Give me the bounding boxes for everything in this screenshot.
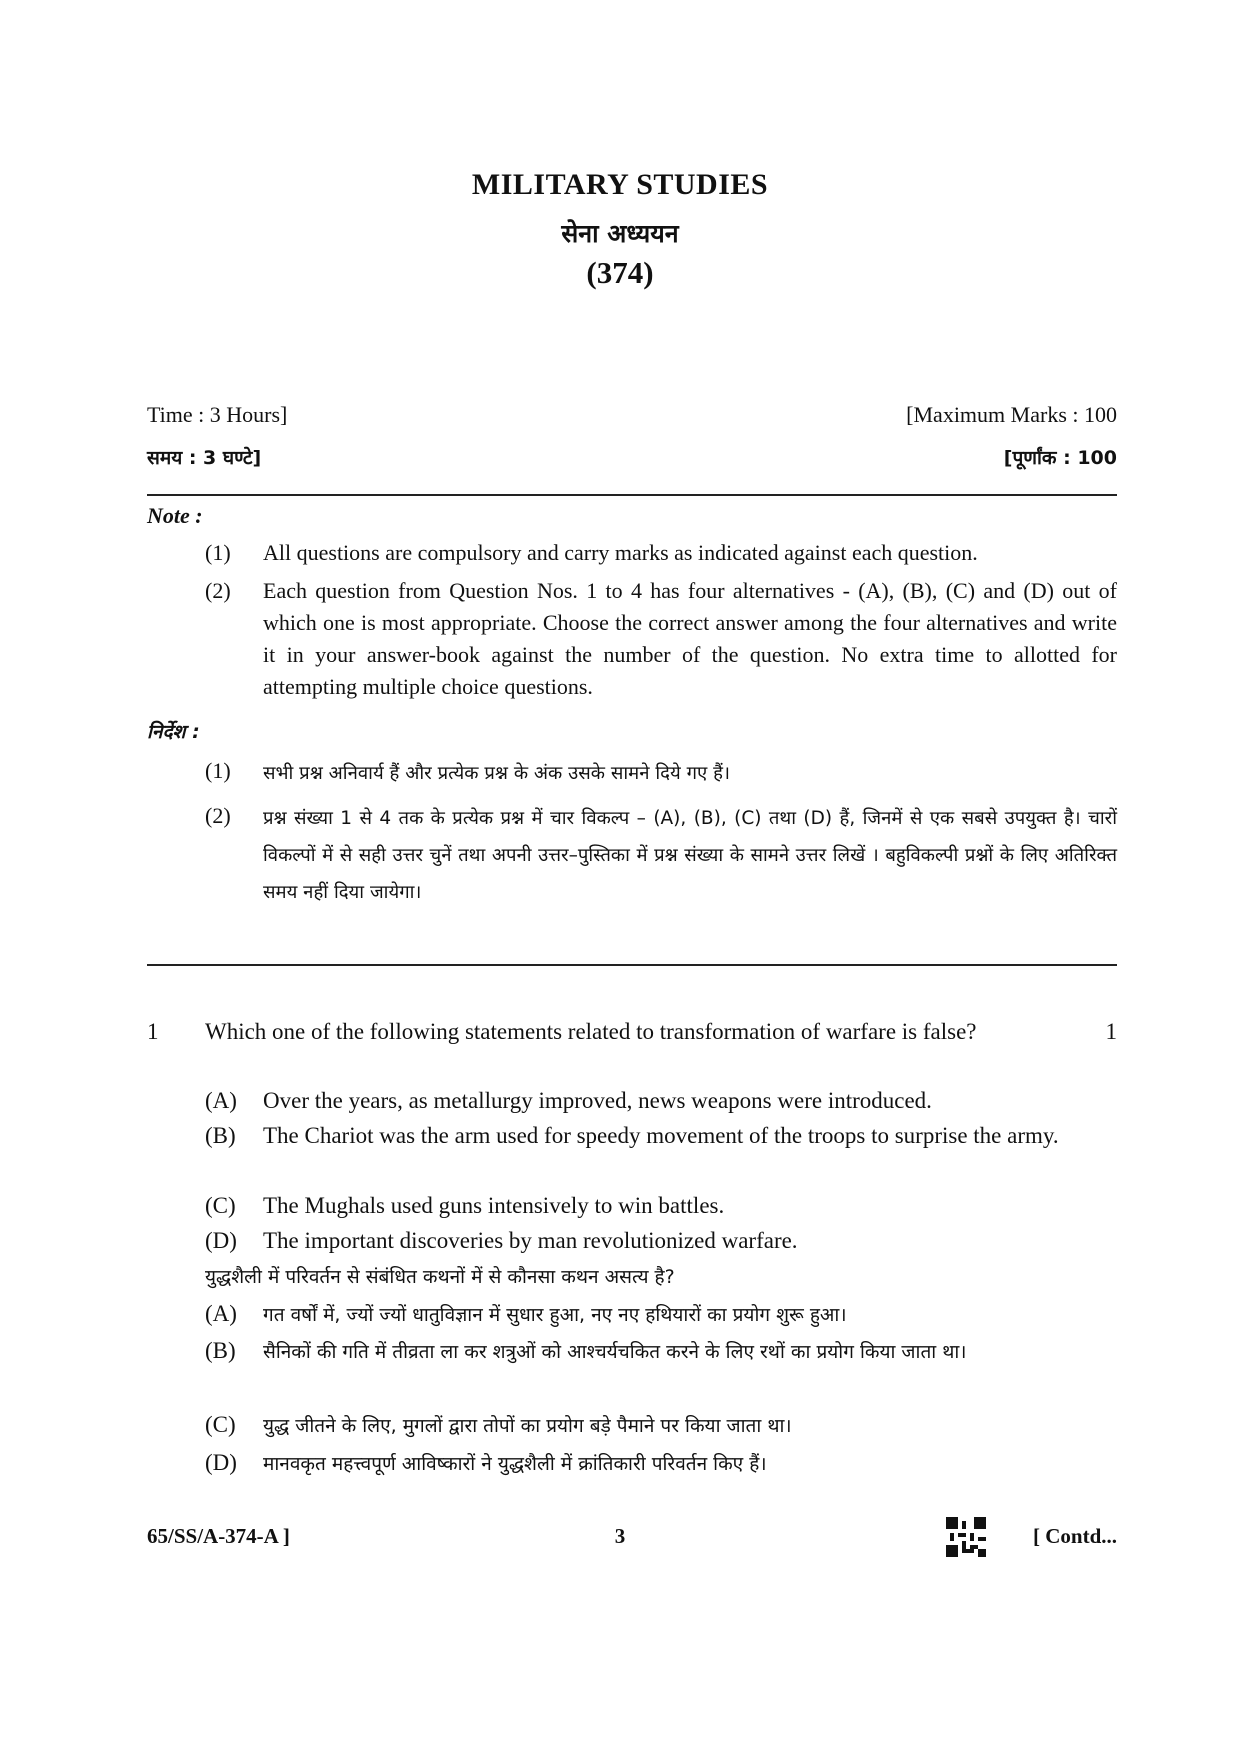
option-label: (D): [205, 1228, 237, 1253]
option-label: (C): [205, 1193, 236, 1218]
option-label: (A): [205, 1088, 237, 1113]
option-text: The Mughals used guns intensively to win battles.: [263, 1193, 725, 1218]
max-marks-en: [Maximum Marks : 100: [906, 402, 1117, 427]
option-label: (B): [205, 1123, 236, 1148]
note-num: (2): [205, 803, 231, 828]
option-text: The important discoveries by man revolutionized warfare.: [263, 1228, 798, 1253]
note-num: (1): [205, 540, 231, 565]
note-text: Each question from Question Nos. 1 to 4 has four alternatives - (A), (B), (C) and (D) out of which one is most appropriate. Choose the correct answer among the four alternatives and write it in your answer-book against the number of the question. No extra time to allotted for attempting multiple choice questions.: [263, 578, 1117, 699]
note-num: (2): [205, 578, 231, 603]
option-text: The Chariot was the arm used for speedy movement of the troops to surprise the army.: [263, 1123, 1059, 1148]
divider-top: [147, 494, 1117, 496]
option-text: सैनिकों की गति में तीव्रता ला कर शत्रुओं को आश्चर्यचकित करने के लिए रथों का प्रयोग किया जाता था।: [263, 1341, 967, 1363]
time-en: Time : 3 Hours]: [147, 402, 288, 427]
max-marks-hi: [पूर्णांक : 100: [1003, 447, 1117, 469]
paper-code: 65/SS/A-374-A ]: [147, 1524, 290, 1548]
question-text-hi: युद्धशैली में परिवर्तन से संबंधित कथनों में से कौनसा कथन असत्य है?: [205, 1266, 675, 1288]
note-text: All questions are compulsory and carry marks as indicated against each question.: [263, 540, 978, 565]
option-label: (A): [205, 1301, 237, 1326]
option-text: मानवकृत महत्त्वपूर्ण आविष्कारों ने युद्धशैली में क्रांतिकारी परिवर्तन किए हैं।: [263, 1453, 767, 1475]
option-text: युद्ध जीतने के लिए, मुगलों द्वारा तोपों का प्रयोग बड़े पैमाने पर किया जाता था।: [263, 1415, 792, 1437]
subject-code: (374): [586, 255, 654, 290]
continued-marker: [ Contd...: [1032, 1524, 1117, 1548]
option-label: (B): [205, 1338, 236, 1363]
note-text: सभी प्रश्न अनिवार्य हैं और प्रत्येक प्रश्न के अंक उसके सामने दिये गए हैं।: [263, 763, 730, 784]
note-heading-en: Note :: [147, 503, 203, 528]
option-label: (D): [205, 1450, 237, 1475]
question-marks: 1: [1105, 1019, 1117, 1044]
note-text: प्रश्न संख्या 1 से 4 तक के प्रत्येक प्रश्न में चार विकल्प – (A), (B), (C) तथा (D) हैं, जिनमें से एक सबसे उपयुक्त है। चारों विकल्पों में से सही उत्तर चुनें तथा अपनी उत्तर–पुस्तिका में प्रश्न संख्या के सामने उत्तर लिखें । बहुविकल्पी प्रश्नों के लिए अतिरिक्त समय नहीं दिया जायेगा।: [263, 808, 1117, 903]
divider-bottom: [147, 964, 1117, 966]
note-num: (1): [205, 758, 231, 783]
option-text: गत वर्षों में, ज्यों ज्यों धातुविज्ञान में सुधार हुआ, नए नए हथियारों का प्रयोग शुरू हुआ।: [263, 1304, 847, 1326]
question-number: 1: [147, 1019, 159, 1044]
option-label: (C): [205, 1412, 236, 1437]
page-number: 3: [614, 1524, 626, 1548]
subject-title-hindi: सेना अध्ययन: [561, 219, 679, 248]
note-heading-hi: निर्देश :: [147, 721, 200, 743]
option-text: Over the years, as metallurgy improved, news weapons were introduced.: [263, 1088, 932, 1113]
time-hi: समय : 3 घण्टे]: [147, 447, 262, 469]
subject-title: MILITARY STUDIES: [471, 168, 769, 201]
qr-code-icon: [946, 1517, 986, 1557]
question-text-en: Which one of the following statements related to transformation of warfare is false?: [205, 1019, 977, 1044]
